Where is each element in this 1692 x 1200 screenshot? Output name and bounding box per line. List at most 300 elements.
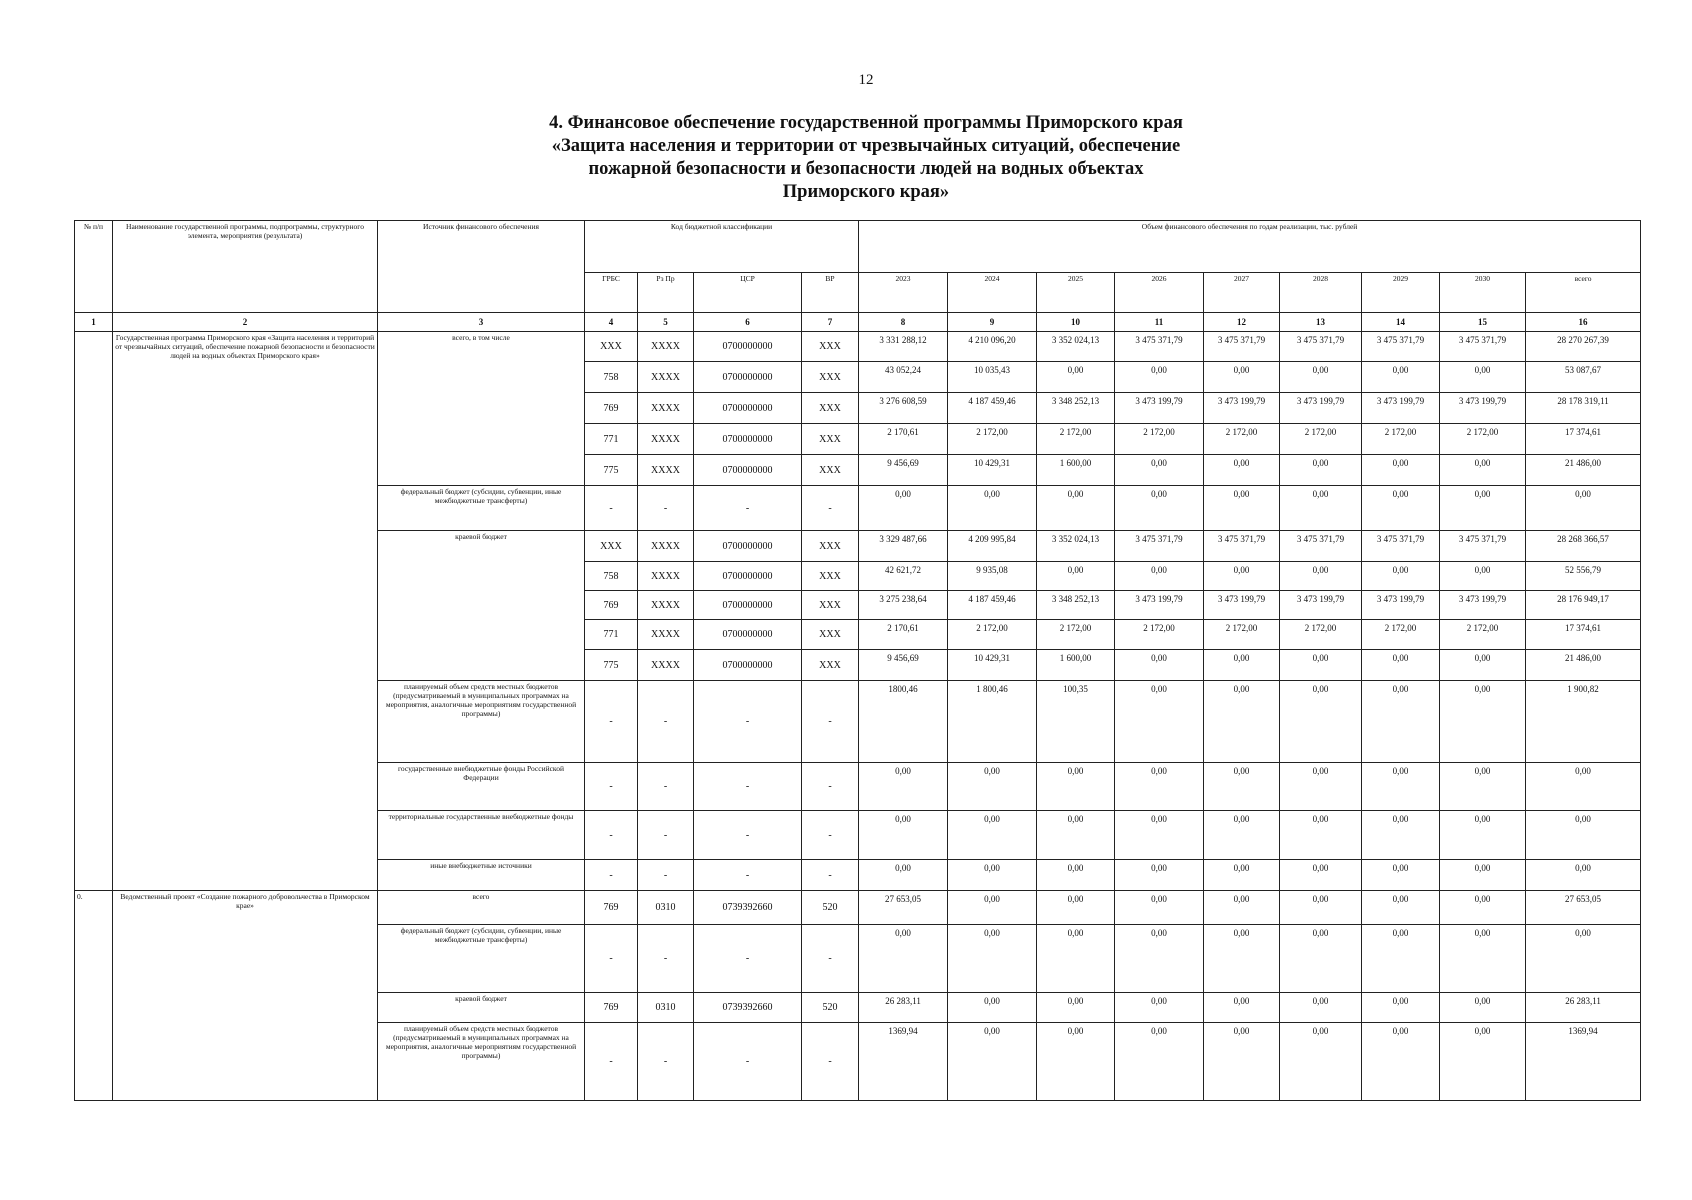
amount-cell: 28 268 366,57 <box>1526 531 1641 562</box>
amount-cell: 0,00 <box>1280 1023 1362 1101</box>
amount-cell: 2 170,61 <box>859 620 948 650</box>
budget-code-cell: 0310 <box>638 993 694 1023</box>
amount-cell: 1 600,00 <box>1037 650 1115 681</box>
amount-cell: 3 475 371,79 <box>1115 332 1204 362</box>
amount-cell: 0,00 <box>1037 993 1115 1023</box>
amount-cell: 2 172,00 <box>1280 620 1362 650</box>
amount-cell: 26 283,11 <box>859 993 948 1023</box>
amount-cell: 0,00 <box>1204 811 1280 860</box>
budget-code-cell: - <box>802 1023 859 1101</box>
budget-code-cell: 758 <box>585 562 638 591</box>
budget-code-cell: ХХХХ <box>638 424 694 455</box>
funding-source: иные внебюджетные источники <box>378 860 585 891</box>
amount-cell: 9 456,69 <box>859 455 948 486</box>
funding-source: территориальные государственные внебюджетные фонды <box>378 811 585 860</box>
amount-cell: 0,00 <box>1037 1023 1115 1101</box>
amount-cell: 3 475 371,79 <box>1115 531 1204 562</box>
amount-cell: 0,00 <box>1440 1023 1526 1101</box>
amount-cell: 42 621,72 <box>859 562 948 591</box>
budget-code-cell: - <box>585 811 638 860</box>
amount-cell: 3 331 288,12 <box>859 332 948 362</box>
budget-code-cell: - <box>802 811 859 860</box>
amount-cell: 2 172,00 <box>1204 620 1280 650</box>
amount-cell: 0,00 <box>1280 362 1362 393</box>
amount-cell: 2 172,00 <box>1440 424 1526 455</box>
amount-cell: 0,00 <box>948 811 1037 860</box>
amount-cell: 10 035,43 <box>948 362 1037 393</box>
amount-cell: 0,00 <box>1280 681 1362 763</box>
amount-cell: 28 270 267,39 <box>1526 332 1641 362</box>
amount-cell: 3 473 199,79 <box>1204 591 1280 620</box>
amount-cell: 0,00 <box>1440 925 1526 993</box>
budget-code-cell: 775 <box>585 650 638 681</box>
amount-cell: 0,00 <box>1115 1023 1204 1101</box>
budget-code-cell: 0700000000 <box>694 620 802 650</box>
budget-code-cell: 0700000000 <box>694 650 802 681</box>
financing-table <box>74 220 1641 1101</box>
amount-cell: 53 087,67 <box>1526 362 1641 393</box>
budget-code-cell: 771 <box>585 620 638 650</box>
amount-cell: 0,00 <box>1280 455 1362 486</box>
budget-code-cell: 0739392660 <box>694 993 802 1023</box>
amount-cell: 0,00 <box>1037 811 1115 860</box>
amount-cell: 3 275 238,64 <box>859 591 948 620</box>
funding-source: всего <box>378 891 585 925</box>
budget-code-cell: 771 <box>585 424 638 455</box>
amount-cell: 0,00 <box>1280 860 1362 891</box>
amount-cell: 0,00 <box>1204 925 1280 993</box>
column-number: 14 <box>1362 313 1440 332</box>
budget-code-cell: ХХХ <box>802 591 859 620</box>
funding-source: краевой бюджет <box>378 993 585 1023</box>
column-number: 16 <box>1526 313 1641 332</box>
column-number: 10 <box>1037 313 1115 332</box>
header-year: 2026 <box>1115 273 1204 313</box>
amount-cell: 0,00 <box>1204 763 1280 811</box>
budget-code-cell: ХХХХ <box>638 393 694 424</box>
amount-cell: 4 210 096,20 <box>948 332 1037 362</box>
header-code: ГРБС <box>585 273 638 313</box>
table-row <box>75 332 1641 362</box>
amount-cell: 0,00 <box>859 925 948 993</box>
amount-cell: 21 486,00 <box>1526 650 1641 681</box>
amount-cell: 2 172,00 <box>1362 620 1440 650</box>
amount-cell: 0,00 <box>1440 486 1526 531</box>
amount-cell: 3 475 371,79 <box>1204 531 1280 562</box>
program-name: Государственная программа Приморского края «Защита населения и территорий от чрезвычайных ситуаций, обеспечение пожарной безопасности и безопасности людей на водных объектах Приморского края» <box>113 332 378 891</box>
amount-cell: 26 283,11 <box>1526 993 1641 1023</box>
amount-cell: 28 178 319,11 <box>1526 393 1641 424</box>
amount-cell: 0,00 <box>1362 455 1440 486</box>
budget-code-cell: - <box>802 860 859 891</box>
budget-code-cell: ХХХ <box>802 424 859 455</box>
budget-code-cell: - <box>694 860 802 891</box>
amount-cell: 3 475 371,79 <box>1280 531 1362 562</box>
amount-cell: 100,35 <box>1037 681 1115 763</box>
budget-code-cell: - <box>638 1023 694 1101</box>
amount-cell: 0,00 <box>1440 650 1526 681</box>
header-year: всего <box>1526 273 1641 313</box>
header-year: 2024 <box>948 273 1037 313</box>
amount-cell: 0,00 <box>1115 811 1204 860</box>
budget-code-cell: 769 <box>585 591 638 620</box>
header-code: Рз Пр <box>638 273 694 313</box>
amount-cell: 0,00 <box>1115 486 1204 531</box>
amount-cell: 1 800,46 <box>948 681 1037 763</box>
budget-code-cell: - <box>638 860 694 891</box>
budget-code-cell: ХХХХ <box>638 362 694 393</box>
budget-code-cell: ХХХХ <box>638 332 694 362</box>
budget-code-cell: - <box>638 925 694 993</box>
amount-cell: 0,00 <box>1440 993 1526 1023</box>
budget-code-cell: 758 <box>585 362 638 393</box>
amount-cell: 0,00 <box>1440 681 1526 763</box>
amount-cell: 1369,94 <box>1526 1023 1641 1101</box>
funding-source: планируемый объем средств местных бюджетов (предусматриваемый в муниципальных программах на мероприятия, аналогичные мероприятиям государственной программы) <box>378 681 585 763</box>
budget-code-cell: ХХХХ <box>638 562 694 591</box>
header-year: 2027 <box>1204 273 1280 313</box>
amount-cell: 0,00 <box>1526 925 1641 993</box>
amount-cell: 4 209 995,84 <box>948 531 1037 562</box>
budget-code-cell: - <box>802 681 859 763</box>
amount-cell: 0,00 <box>1115 562 1204 591</box>
budget-code-cell: - <box>802 486 859 531</box>
budget-code-cell: ХХХХ <box>638 591 694 620</box>
amount-cell: 27 653,05 <box>859 891 948 925</box>
amount-cell: 2 172,00 <box>1115 620 1204 650</box>
amount-cell: 0,00 <box>1115 455 1204 486</box>
column-number: 8 <box>859 313 948 332</box>
title-line: «Защита населения и территории от чрезвычайных ситуаций, обеспечение <box>551 136 1181 156</box>
header-amount-group: Объем финансового обеспечения по годам реализации, тыс. рублей <box>859 221 1641 273</box>
budget-code-cell: 0310 <box>638 891 694 925</box>
budget-code-cell: - <box>585 925 638 993</box>
amount-cell: 10 429,31 <box>948 455 1037 486</box>
budget-code-cell: 769 <box>585 393 638 424</box>
amount-cell: 0,00 <box>948 891 1037 925</box>
amount-cell: 1369,94 <box>859 1023 948 1101</box>
amount-cell: 0,00 <box>1037 925 1115 993</box>
amount-cell: 0,00 <box>1362 650 1440 681</box>
budget-code-cell: ХХХ <box>802 455 859 486</box>
amount-cell: 3 473 199,79 <box>1115 393 1204 424</box>
amount-cell: 0,00 <box>1204 562 1280 591</box>
amount-cell: 0,00 <box>1440 362 1526 393</box>
amount-cell: 0,00 <box>1280 650 1362 681</box>
column-number: 7 <box>802 313 859 332</box>
amount-cell: 2 172,00 <box>1440 620 1526 650</box>
amount-cell: 0,00 <box>1204 362 1280 393</box>
amount-cell: 0,00 <box>1037 362 1115 393</box>
budget-code-cell: 769 <box>585 993 638 1023</box>
amount-cell: 2 172,00 <box>1204 424 1280 455</box>
amount-cell: 0,00 <box>1204 891 1280 925</box>
amount-cell: 17 374,61 <box>1526 424 1641 455</box>
budget-code-cell: ХХХ <box>585 332 638 362</box>
amount-cell: 0,00 <box>1280 925 1362 993</box>
budget-code-cell: ХХХ <box>802 531 859 562</box>
budget-code-cell: - <box>694 486 802 531</box>
header-num: № п/п <box>75 221 113 313</box>
title-line: пожарной безопасности и безопасности людей на водных объектах <box>588 159 1144 179</box>
amount-cell: 3 473 199,79 <box>1204 393 1280 424</box>
table-body <box>75 332 1641 1101</box>
column-number: 12 <box>1204 313 1280 332</box>
amount-cell: 3 475 371,79 <box>1362 332 1440 362</box>
budget-code-cell: 0700000000 <box>694 332 802 362</box>
budget-code-cell: - <box>585 486 638 531</box>
amount-cell: 0,00 <box>1362 486 1440 531</box>
budget-code-cell: - <box>802 763 859 811</box>
budget-code-cell: 0700000000 <box>694 455 802 486</box>
amount-cell: 0,00 <box>1280 891 1362 925</box>
budget-code-cell: ХХХХ <box>638 620 694 650</box>
header-year: 2030 <box>1440 273 1526 313</box>
amount-cell: 3 473 199,79 <box>1362 393 1440 424</box>
amount-cell: 0,00 <box>1440 562 1526 591</box>
amount-cell: 0,00 <box>1204 860 1280 891</box>
amount-cell: 0,00 <box>1115 891 1204 925</box>
header-code-group: Код бюджетной классификации <box>585 221 859 273</box>
amount-cell: 0,00 <box>1037 891 1115 925</box>
amount-cell: 0,00 <box>1362 811 1440 860</box>
amount-cell: 0,00 <box>1115 681 1204 763</box>
document-title <box>0 112 1692 204</box>
amount-cell: 2 172,00 <box>1037 620 1115 650</box>
amount-cell: 0,00 <box>1440 811 1526 860</box>
column-number: 1 <box>75 313 113 332</box>
amount-cell: 0,00 <box>948 1023 1037 1101</box>
amount-cell: 0,00 <box>1362 925 1440 993</box>
amount-cell: 0,00 <box>1204 1023 1280 1101</box>
amount-cell: 0,00 <box>1526 860 1641 891</box>
amount-cell: 0,00 <box>1362 860 1440 891</box>
budget-code-cell: - <box>694 763 802 811</box>
budget-code-cell: 0700000000 <box>694 393 802 424</box>
budget-code-cell: ХХХ <box>802 562 859 591</box>
amount-cell: 0,00 <box>948 763 1037 811</box>
amount-cell: 0,00 <box>1204 486 1280 531</box>
amount-cell: 0,00 <box>948 993 1037 1023</box>
amount-cell: 3 276 608,59 <box>859 393 948 424</box>
budget-code-cell: 520 <box>802 891 859 925</box>
amount-cell: 3 352 024,13 <box>1037 332 1115 362</box>
amount-cell: 0,00 <box>1204 650 1280 681</box>
column-number: 5 <box>638 313 694 332</box>
budget-code-cell: 0739392660 <box>694 891 802 925</box>
budget-code-cell: ХХХ <box>585 531 638 562</box>
table-row <box>75 891 1641 925</box>
budget-code-cell: - <box>638 811 694 860</box>
amount-cell: 3 473 199,79 <box>1440 393 1526 424</box>
amount-cell: 2 172,00 <box>1362 424 1440 455</box>
column-number: 3 <box>378 313 585 332</box>
amount-cell: 4 187 459,46 <box>948 393 1037 424</box>
budget-code-cell: ХХХ <box>802 362 859 393</box>
amount-cell: 0,00 <box>1526 763 1641 811</box>
amount-cell: 0,00 <box>1115 362 1204 393</box>
amount-cell: 0,00 <box>859 486 948 531</box>
amount-cell: 0,00 <box>1115 993 1204 1023</box>
row-number: 0. <box>75 891 113 1101</box>
amount-cell: 0,00 <box>1362 362 1440 393</box>
amount-cell: 0,00 <box>859 763 948 811</box>
title-line: Приморского края» <box>782 182 950 202</box>
amount-cell: 3 473 199,79 <box>1115 591 1204 620</box>
amount-cell: 10 429,31 <box>948 650 1037 681</box>
amount-cell: 0,00 <box>1440 860 1526 891</box>
budget-code-cell: - <box>638 681 694 763</box>
budget-code-cell: - <box>694 1023 802 1101</box>
column-number: 15 <box>1440 313 1526 332</box>
amount-cell: 0,00 <box>1362 681 1440 763</box>
amount-cell: 0,00 <box>1115 763 1204 811</box>
amount-cell: 3 475 371,79 <box>1204 332 1280 362</box>
amount-cell: 0,00 <box>948 486 1037 531</box>
amount-cell: 0,00 <box>1362 891 1440 925</box>
amount-cell: 0,00 <box>1037 486 1115 531</box>
budget-code-cell: - <box>694 681 802 763</box>
funding-source: планируемый объем средств местных бюджетов (предусматриваемый в муниципальных программах на мероприятия, аналогичные мероприятиям государственной программы) <box>378 1023 585 1101</box>
budget-code-cell: - <box>638 486 694 531</box>
header-code: ЦСР <box>694 273 802 313</box>
amount-cell: 0,00 <box>1362 1023 1440 1101</box>
amount-cell: 3 475 371,79 <box>1440 332 1526 362</box>
amount-cell: 0,00 <box>1526 811 1641 860</box>
amount-cell: 9 935,08 <box>948 562 1037 591</box>
amount-cell: 3 475 371,79 <box>1280 332 1362 362</box>
header-name: Наименование государственной программы, подпрограммы, структурного элемента, мероприятия (результата) <box>113 221 378 313</box>
header-year: 2023 <box>859 273 948 313</box>
amount-cell: 0,00 <box>1204 455 1280 486</box>
amount-cell: 3 473 199,79 <box>1440 591 1526 620</box>
budget-code-cell: 769 <box>585 891 638 925</box>
budget-code-cell: - <box>638 763 694 811</box>
column-number-row <box>75 313 1641 332</box>
budget-code-cell: ХХХ <box>802 650 859 681</box>
budget-code-cell: 520 <box>802 993 859 1023</box>
amount-cell: 0,00 <box>1204 993 1280 1023</box>
amount-cell: 0,00 <box>1115 860 1204 891</box>
amount-cell: 0,00 <box>948 925 1037 993</box>
budget-code-cell: 0700000000 <box>694 591 802 620</box>
amount-cell: 3 329 487,66 <box>859 531 948 562</box>
budget-code-cell: ХХХХ <box>638 455 694 486</box>
budget-code-cell: - <box>585 681 638 763</box>
amount-cell: 3 352 024,13 <box>1037 531 1115 562</box>
amount-cell: 0,00 <box>859 811 948 860</box>
budget-code-cell: ХХХ <box>802 393 859 424</box>
amount-cell: 1 600,00 <box>1037 455 1115 486</box>
budget-code-cell: 0700000000 <box>694 562 802 591</box>
amount-cell: 21 486,00 <box>1526 455 1641 486</box>
amount-cell: 0,00 <box>1037 562 1115 591</box>
budget-code-cell: - <box>585 1023 638 1101</box>
amount-cell: 0,00 <box>1204 681 1280 763</box>
budget-code-cell: ХХХХ <box>638 650 694 681</box>
amount-cell: 2 172,00 <box>1280 424 1362 455</box>
amount-cell: 0,00 <box>1362 993 1440 1023</box>
amount-cell: 2 172,00 <box>1115 424 1204 455</box>
amount-cell: 43 052,24 <box>859 362 948 393</box>
amount-cell: 4 187 459,46 <box>948 591 1037 620</box>
column-number: 9 <box>948 313 1037 332</box>
header-year: 2029 <box>1362 273 1440 313</box>
budget-code-cell: 775 <box>585 455 638 486</box>
header-year: 2028 <box>1280 273 1362 313</box>
column-number: 4 <box>585 313 638 332</box>
amount-cell: 3 348 252,13 <box>1037 591 1115 620</box>
amount-cell: 2 172,00 <box>948 424 1037 455</box>
header-code: ВР <box>802 273 859 313</box>
amount-cell: 0,00 <box>1280 562 1362 591</box>
column-number: 2 <box>113 313 378 332</box>
amount-cell: 0,00 <box>1280 486 1362 531</box>
amount-cell: 1 900,82 <box>1526 681 1641 763</box>
page-number: 12 <box>858 72 874 88</box>
table-header <box>75 221 1641 332</box>
budget-code-cell: 0700000000 <box>694 424 802 455</box>
amount-cell: 0,00 <box>1362 562 1440 591</box>
amount-cell: 0,00 <box>948 860 1037 891</box>
program-name: Ведомственный проект «Создание пожарного добровольчества в Приморском крае» <box>113 891 378 1101</box>
amount-cell: 3 473 199,79 <box>1280 393 1362 424</box>
amount-cell: 1800,46 <box>859 681 948 763</box>
budget-code-cell: 0700000000 <box>694 362 802 393</box>
column-number: 13 <box>1280 313 1362 332</box>
amount-cell: 0,00 <box>1440 891 1526 925</box>
amount-cell: 27 653,05 <box>1526 891 1641 925</box>
amount-cell: 0,00 <box>1037 860 1115 891</box>
title-line: 4. Финансовое обеспечение государственной программы Приморского края <box>549 113 1183 133</box>
budget-code-cell: - <box>585 860 638 891</box>
amount-cell: 2 170,61 <box>859 424 948 455</box>
amount-cell: 17 374,61 <box>1526 620 1641 650</box>
amount-cell: 0,00 <box>1280 811 1362 860</box>
amount-cell: 0,00 <box>1526 486 1641 531</box>
budget-code-cell: ХХХ <box>802 620 859 650</box>
amount-cell: 0,00 <box>1362 763 1440 811</box>
amount-cell: 0,00 <box>1115 650 1204 681</box>
amount-cell: 2 172,00 <box>1037 424 1115 455</box>
amount-cell: 52 556,79 <box>1526 562 1641 591</box>
amount-cell: 0,00 <box>1440 763 1526 811</box>
amount-cell: 0,00 <box>1280 993 1362 1023</box>
funding-source: федеральный бюджет (субсидии, субвенции, иные межбюджетные трансферты) <box>378 925 585 993</box>
budget-code-cell: - <box>694 811 802 860</box>
column-number: 11 <box>1115 313 1204 332</box>
budget-code-cell: - <box>802 925 859 993</box>
amount-cell: 3 473 199,79 <box>1362 591 1440 620</box>
amount-cell: 3 473 199,79 <box>1280 591 1362 620</box>
header-source: Источник финансового обеспечения <box>378 221 585 313</box>
amount-cell: 3 348 252,13 <box>1037 393 1115 424</box>
amount-cell: 0,00 <box>859 860 948 891</box>
amount-cell: 0,00 <box>1440 455 1526 486</box>
amount-cell: 3 475 371,79 <box>1440 531 1526 562</box>
funding-source: государственные внебюджетные фонды Российской Федерации <box>378 763 585 811</box>
funding-source: краевой бюджет <box>378 531 585 681</box>
amount-cell: 0,00 <box>1115 925 1204 993</box>
amount-cell: 3 475 371,79 <box>1362 531 1440 562</box>
budget-code-cell: - <box>694 925 802 993</box>
row-number <box>75 332 113 891</box>
amount-cell: 2 172,00 <box>948 620 1037 650</box>
column-number: 6 <box>694 313 802 332</box>
funding-source: всего, в том числе <box>378 332 585 486</box>
budget-code-cell: 0700000000 <box>694 531 802 562</box>
budget-code-cell: - <box>585 763 638 811</box>
